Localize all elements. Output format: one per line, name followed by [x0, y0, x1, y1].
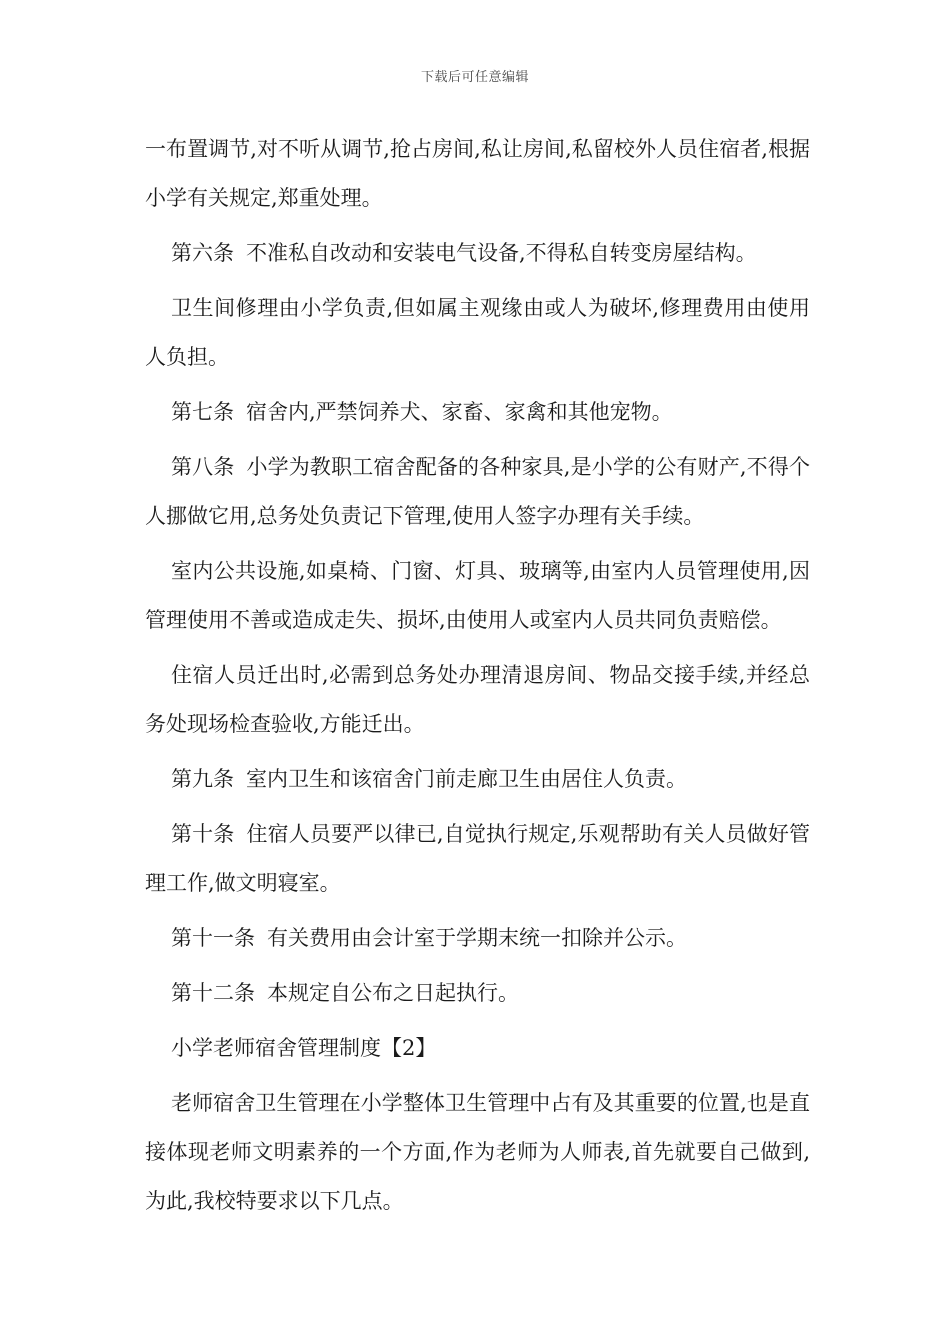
paragraph-hygiene-intro: [145, 1079, 810, 1226]
paragraph-article-10: [145, 810, 810, 908]
paragraph-article-9: [145, 755, 810, 804]
paragraph-article-6: [145, 229, 810, 278]
paragraph-continuation: [145, 125, 810, 223]
section-heading: [145, 1024, 810, 1073]
paragraph-article-8: [145, 443, 810, 541]
paragraph-text: 有关费用由会计室于学期末统一扣除并公示。: [267, 926, 687, 950]
paragraph-bathroom-repair: [145, 284, 810, 382]
paragraph-text: 住宿人员迁出时,必需到总务处办理清退房间、物品交接手续,并经总务处现场检查验收,方能迁出。: [145, 663, 810, 736]
article-number: 第八条: [171, 455, 235, 479]
paragraph-text: 一布置调节,对不听从调节,抢占房间,私让房间,私留校外人员住宿者,根据小学有关规定,郑重处理。: [145, 137, 810, 210]
paragraph-text: 本规定自公布之日起执行。: [267, 981, 519, 1005]
article-number: 第六条: [171, 241, 234, 265]
paragraph-text: 室内公共设施,如桌椅、门窗、灯具、玻璃等,由室内人员管理使用,因管理使用不善或造成走失、损坏,由使用人或室内人员共同负责赔偿。: [145, 559, 810, 632]
paragraph-move-out: [145, 651, 810, 749]
article-number: 第十条: [171, 822, 235, 846]
paragraph-text: 卫生间修理由小学负责,但如属主观缘由或人为破坏,修理费用由使用人负担。: [145, 296, 810, 369]
paragraph-text: 宿舍内,严禁饲养犬、家畜、家禽和其他宠物。: [246, 400, 673, 424]
paragraph-text: 住宿人员要严以律已,自觉执行规定,乐观帮助有关人员做好管理工作,做文明寝室。: [145, 822, 810, 895]
paragraph-text: 室内卫生和该宿舍门前走廊卫生由居住人负责。: [246, 767, 687, 791]
article-number: 第十一条: [171, 926, 255, 950]
paragraph-text: 不准私自改动和安装电气设备,不得私自转变房屋结构。: [246, 241, 757, 265]
article-number: 第九条: [171, 767, 234, 791]
paragraph-public-facilities: [145, 547, 810, 645]
paragraph-text: 小学为教职工宿舍配备的各种家具,是小学的公有财产,不得个人挪做它用,总务处负责记下管理,使用人签字办理有关手续。: [145, 455, 810, 528]
paragraph-article-7: [145, 388, 810, 437]
document-body: [145, 125, 810, 1232]
article-number: 第十二条: [171, 981, 255, 1005]
paragraph-article-12: [145, 969, 810, 1018]
header-note: 下载后可任意编辑: [420, 70, 529, 85]
paragraph-text: 老师宿舍卫生管理在小学整体卫生管理中占有及其重要的位置,也是直接体现老师文明素养的一个方面,作为老师为人师表,首先就要自己做到,为此,我校特要求以下几点。: [145, 1091, 810, 1213]
section-heading-text: 小学老师宿舍管理制度【2】: [171, 1036, 437, 1060]
article-number: 第七条: [171, 400, 234, 424]
paragraph-article-11: [145, 914, 810, 963]
